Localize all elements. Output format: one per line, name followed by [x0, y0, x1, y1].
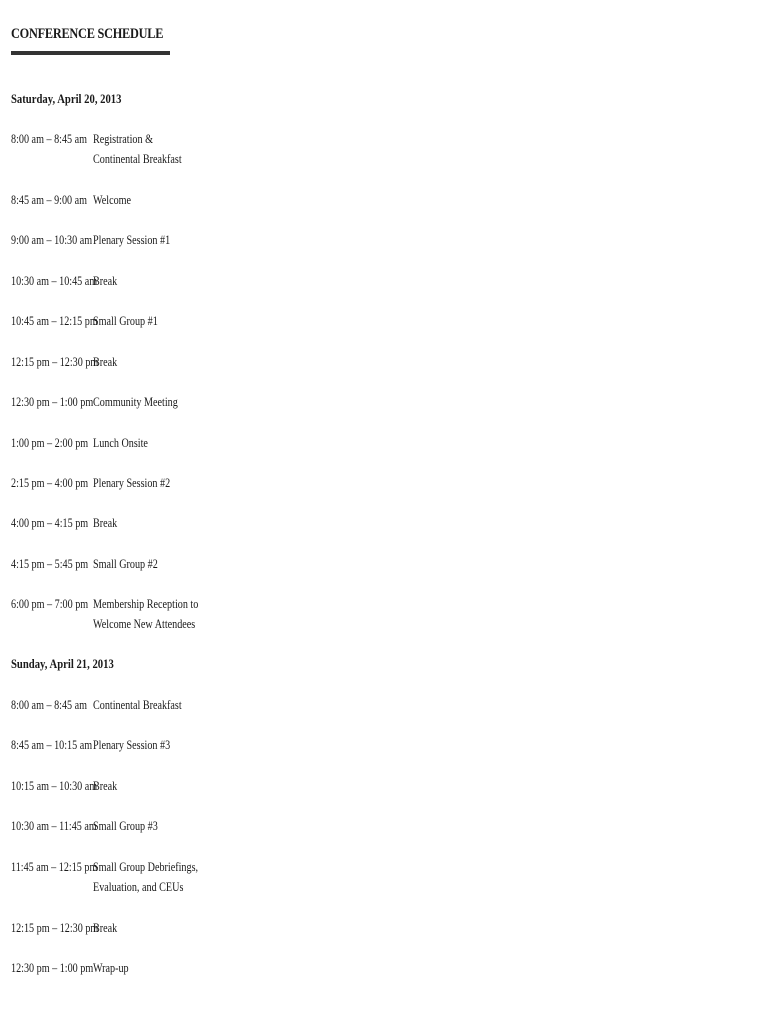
session-time: 12:15 pm – 12:30 pm — [11, 354, 99, 369]
session-time: 10:15 am – 10:30 am — [11, 778, 98, 793]
session-event: Break — [93, 778, 118, 793]
session-time: 2:15 pm – 4:00 pm — [11, 475, 89, 490]
session-event: Plenary Session #2 — [93, 475, 171, 490]
session-time: 8:00 am – 8:45 am — [11, 131, 88, 146]
session-time: 6:00 pm – 7:00 pm — [11, 596, 89, 611]
session-time: 1:00 pm – 2:00 pm — [11, 435, 89, 450]
session-event: Break — [93, 273, 118, 288]
session-event: Small Group #2 — [93, 556, 158, 571]
session-time: 8:00 am – 8:45 am — [11, 697, 88, 712]
session-event: Community Meeting — [93, 394, 178, 409]
page-title: CONFERENCE SCHEDULE — [11, 26, 164, 42]
session-time: 9:00 am – 10:30 am — [11, 232, 93, 247]
session-time: 8:45 am – 10:15 am — [11, 737, 93, 752]
session-event: Wrap-up — [93, 960, 129, 975]
session-event: Plenary Session #1 — [93, 232, 171, 247]
session-event: Lunch Onsite — [93, 435, 148, 450]
session-time: 10:30 am – 11:45 am — [11, 818, 97, 833]
session-time: 11:45 am – 12:15 pm — [11, 859, 98, 874]
session-time: 4:15 pm – 5:45 pm — [11, 556, 89, 571]
session-time: 12:30 pm – 1:00 pm — [11, 394, 94, 409]
title-underline — [11, 51, 170, 55]
session-time: 8:45 am – 9:00 am — [11, 192, 88, 207]
session-time: 12:30 pm – 1:00 pm — [11, 960, 94, 975]
session-event: Plenary Session #3 — [93, 737, 171, 752]
session-event: Break — [93, 515, 118, 530]
session-event: Small Group Debriefings, Evaluation, and CEUs — [93, 859, 199, 894]
session-event: Membership Reception to Welcome New Attendees — [93, 596, 199, 631]
session-time: 4:00 pm – 4:15 pm — [11, 515, 89, 530]
session-event: Break — [93, 920, 118, 935]
day-heading-sunday: Sunday, April 21, 2013 — [11, 656, 114, 671]
day-heading-saturday: Saturday, April 20, 2013 — [11, 91, 122, 106]
session-time: 10:45 am – 12:15 pm — [11, 313, 98, 328]
session-event: Break — [93, 354, 118, 369]
session-event: Small Group #1 — [93, 313, 158, 328]
session-time: 12:15 pm – 12:30 pm — [11, 920, 99, 935]
session-event: Small Group #3 — [93, 818, 158, 833]
session-time: 10:30 am – 10:45 am — [11, 273, 98, 288]
session-event: Continental Breakfast — [93, 697, 182, 712]
session-event: Welcome — [93, 192, 132, 207]
session-event: Registration & Continental Breakfast — [93, 131, 182, 166]
